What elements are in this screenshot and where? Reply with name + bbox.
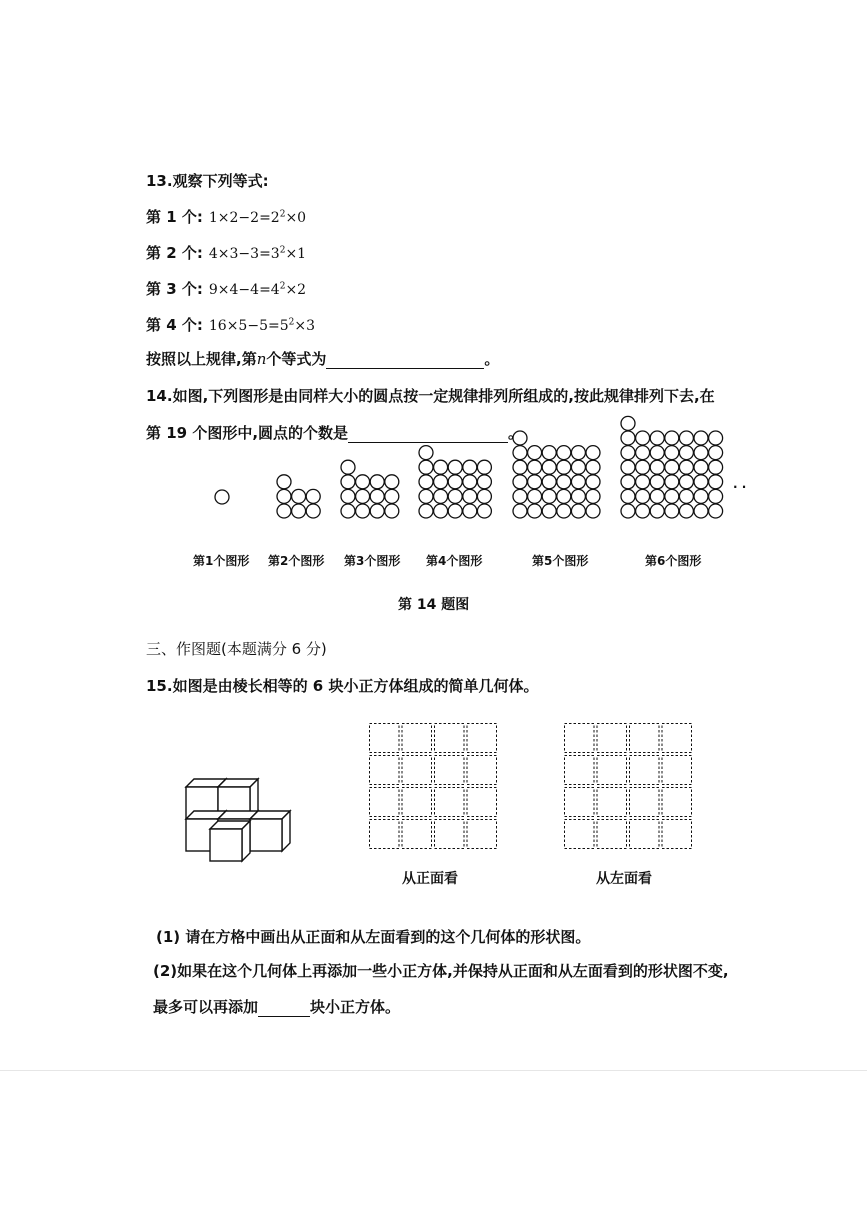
dot [528,489,542,503]
dot [571,504,585,518]
dot [621,446,635,460]
dot [650,460,664,474]
dot [709,489,723,503]
grid-cell [435,820,465,849]
dot [463,489,477,503]
dot [419,446,433,460]
dot [665,446,679,460]
dot [513,446,527,460]
dot [557,446,571,460]
grid-left-view [565,724,692,849]
grid-cell [402,724,432,753]
grid-left-label: 从左面看 [596,871,652,887]
dot [528,504,542,518]
dot [385,489,399,503]
grid-cell [467,788,497,817]
dot [557,504,571,518]
dot [694,475,708,489]
dot [356,475,370,489]
q15-intro: 15.如图是由棱长相等的 6 块小正方体组成的简单几何体。 [146,677,539,695]
grid-cell [630,788,660,817]
dot [679,460,693,474]
grid-cell [662,724,692,753]
cube-front-middle [210,821,250,861]
dot [277,475,291,489]
dot [306,504,320,518]
dot [679,446,693,460]
dot [665,489,679,503]
q13-title: 13.观察下列等式: [146,172,269,190]
dot [448,460,462,474]
dot [621,460,635,474]
dot [528,475,542,489]
dot [621,489,635,503]
grid-cell [370,724,400,753]
q14-figure-label-5: 第5个图形 [532,554,589,568]
q13-variable: n [256,350,267,368]
dot [341,475,355,489]
grid-cell [662,820,692,849]
dot [419,460,433,474]
cube-back-bottom-far-right [250,811,290,851]
grid-cell [467,756,497,785]
dot [542,504,556,518]
dot [679,504,693,518]
page-bottom-divider [0,1070,867,1071]
q15-part-2-line-1: (2)如果在这个几何体上再添加一些小正方体,并保持从正面和从左面看到的形状图不变, [153,962,729,980]
dot [694,431,708,445]
q14-figure-2 [277,475,320,518]
q13-row-label: 第 3 个: [146,280,203,298]
dot [709,504,723,518]
dot [694,489,708,503]
q14-figure-label-4: 第4个图形 [426,554,483,568]
grid-cell [630,756,660,785]
dot [665,431,679,445]
dot [571,460,585,474]
q13-row-label: 第 2 个: [146,244,203,262]
dot [665,504,679,518]
grid-cell [597,820,627,849]
dot [571,489,585,503]
cube-side [242,821,250,861]
dot [370,504,384,518]
q13-row-equation: $16\times 5-5=5^2\times 3$ [208,317,315,334]
grid-cell [402,788,432,817]
grid-cell [370,788,400,817]
dot [277,504,291,518]
dot [341,460,355,474]
grid-cell [565,820,595,849]
dot [513,431,527,445]
grid-cell [370,756,400,785]
dot [215,490,229,504]
q14-figure-label-3: 第3个图形 [344,554,401,568]
grid-cell [435,788,465,817]
dot [542,475,556,489]
dot [709,460,723,474]
dot [463,504,477,518]
q14-line-2: 第 19 个图形中,圆点的个数是 。 [146,424,524,442]
q15-grids [370,724,692,849]
grid-cell [435,756,465,785]
dot [542,489,556,503]
dot [434,460,448,474]
q15-part-1: (1) 请在方格中画出从正面和从左面看到的这个几何体的形状图。 [156,928,591,946]
dot [665,475,679,489]
dot [434,504,448,518]
dot [356,504,370,518]
dot [586,489,600,503]
grid-cell [630,820,660,849]
dot [571,475,585,489]
grid-cell [597,756,627,785]
dot [477,475,491,489]
dot [679,489,693,503]
dot [621,504,635,518]
dot [636,504,650,518]
dot [621,431,635,445]
dot [419,489,433,503]
dot [650,489,664,503]
grid-cell [565,724,595,753]
dot [356,489,370,503]
dot [650,446,664,460]
grid-cell [467,820,497,849]
q14-figure-6 [621,416,723,518]
grid-cell [565,756,595,785]
q14-figure-caption: 第 14 题图 [398,597,470,613]
dot [709,475,723,489]
dot [557,460,571,474]
dot [434,475,448,489]
grid-cell [402,756,432,785]
dot [513,504,527,518]
grid-cell [597,788,627,817]
q14-figure-label-2: 第2个图形 [268,554,325,568]
q15-cube-solid [186,779,290,861]
dot [679,475,693,489]
dot [448,504,462,518]
q14-figure-label-1: 第1个图形 [193,554,250,568]
dot [341,489,355,503]
dot [636,489,650,503]
dot [665,460,679,474]
dot [477,504,491,518]
grid-front-label: 从正面看 [402,871,458,887]
dot [636,475,650,489]
dot [477,460,491,474]
q13-row-equation: $1\times 2-2=2^2\times 0$ [208,209,307,226]
dot [419,504,433,518]
dot [650,504,664,518]
dot [277,489,291,503]
dot [513,460,527,474]
dot [621,416,635,430]
q14-figure-label-6: 第6个图形 [645,554,702,568]
grid-cell [435,724,465,753]
q13-row-equation: $4\times 3-3=3^2\times 1$ [208,245,307,262]
dot [370,489,384,503]
dot [528,460,542,474]
dot [448,489,462,503]
dot [636,460,650,474]
grid-cell [662,788,692,817]
q13-row-label: 第 1 个: [146,208,203,226]
dot [650,475,664,489]
q14-line-1: 14.如图,下列图形是由同样大小的圆点按一定规律排列所组成的,按此规律排列下去,在 [146,387,715,405]
q14-dot-figures [215,416,723,518]
cube-side [282,811,290,851]
q13-question: 按照以上规律,第n个等式为 。 [146,350,500,368]
grid-cell [467,724,497,753]
q14-figure-3 [341,460,399,518]
dot [586,446,600,460]
dot [557,489,571,503]
cube-front [210,829,242,861]
q13-row-label: 第 4 个: [146,316,203,334]
dot [586,460,600,474]
q14-figure-5 [513,431,600,518]
dot [463,475,477,489]
dot [694,504,708,518]
q14-figure-4 [419,446,491,518]
dot [694,446,708,460]
dot [709,431,723,445]
dot [448,475,462,489]
dot [513,475,527,489]
dot [528,446,542,460]
section-3-heading: 三、作图题(本题满分 6 分) [146,640,327,658]
dot [679,431,693,445]
grid-cell [662,756,692,785]
dot [419,475,433,489]
dot [341,504,355,518]
q14-ellipsis: · · [733,480,747,494]
dot [292,504,306,518]
grid-cell [402,820,432,849]
grid-cell [630,724,660,753]
q15-answer-blank[interactable] [258,1002,310,1017]
dot [571,446,585,460]
dot [650,431,664,445]
q13-row-equation: $9\times 4-4=4^2\times 2$ [208,281,307,298]
dot [586,504,600,518]
dot [370,475,384,489]
dot [621,475,635,489]
dot [636,446,650,460]
q14-figure-1 [215,490,229,504]
dot [477,489,491,503]
dot [463,460,477,474]
grid-cell [565,788,595,817]
dot [385,504,399,518]
q15-part-2-line-2: 最多可以再添加 块小正方体。 [153,998,401,1016]
dot [557,475,571,489]
dot [306,489,320,503]
grid-front-view [370,724,497,849]
dot [513,489,527,503]
dot [542,446,556,460]
dot [434,489,448,503]
dot [636,431,650,445]
dot [385,475,399,489]
dot [542,460,556,474]
cube-front [250,819,282,851]
dot [292,489,306,503]
dot [586,475,600,489]
dot [694,460,708,474]
grid-cell [370,820,400,849]
dot [709,446,723,460]
grid-cell [597,724,627,753]
